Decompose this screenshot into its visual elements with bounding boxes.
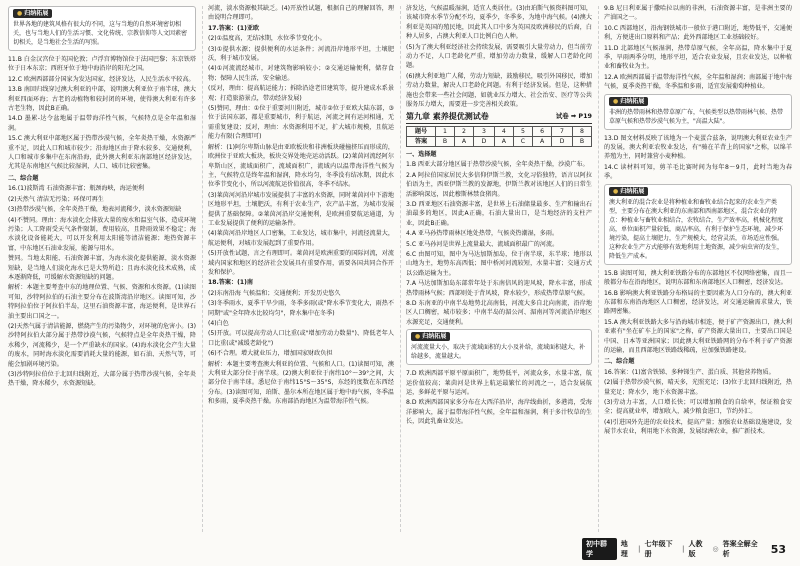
answer-paragraph: 济发达，气候温暖湿润，适宜人类居住。(3)由珀斯气候资料图可知，该城市降水季节分配不均，夏季少，冬季多，为地中海气候。(4)澳大利亚是英国的殖民地，因此其人口中多为英国及欧洲移民的后裔，白种人居多，占澳大利亚人口比例白色人种。 bbox=[406, 5, 592, 41]
column-divider bbox=[202, 6, 203, 532]
answer-paragraph: 11.D 北部地区气候湿润，热带草原气候，全年高温，降水集中于夏季，旱雨两季分明，地形平坦，适合农业发展，且农业发达，以种植业和畜牧业为主。 bbox=[604, 44, 792, 71]
summary-box-2 bbox=[406, 329, 592, 365]
answer-paragraph: (4)不赞同。理由：海水淡化会排放大量的废水和温室气体，造成环境污染；人工降雨受天气条件限制，费用较高，且降雨效果不稳定；海水淡化设备能耗大，可以开发利用太阳能等清洁能源；地热资源丰富，中东地区石油业发展，能源与用水。 bbox=[8, 216, 196, 252]
answer-paragraph: (4)引进国外先进的农业技术，提高产量；加强农业基础设施建设，发展节水农业，利用地下水资源，发展绿洲农业，推广新技术。 bbox=[604, 418, 792, 436]
answer-cell: D bbox=[473, 136, 494, 146]
summary-box-text: 河流流量大小，取决于流域面积的大小及补给，流域面积越大，补给越多，流量越大。 bbox=[411, 344, 586, 361]
question-number-cell: 8 bbox=[572, 126, 591, 136]
answer-paragraph: 11.B 白金汉宫位于英国伦敦；卢浮宫博物馆位于法国巴黎；东京铁塔位于日本东京；西班牙位于地中海沿岸的阳光之国。 bbox=[8, 56, 196, 73]
summary-box-tag: ● 归纳拓展 bbox=[411, 332, 450, 341]
footer-subject: 地理 bbox=[620, 540, 628, 558]
answer-paragraph: 解析：(1)阿尔卑斯山脉是由亚欧板块和非洲板块碰撞挤压而形成的，欧洲位于亚欧大板块，板块交界处地壳运动活跃。(2)莱茵河流经阿尔卑斯山区，流域面积广，流域面积广，流域内以温带海洋性气候为主，气候特点是终年温和湿润，降水均匀，冬季没有结冰期，因此水位季节变化小，所以河流航运价值很高，冬季不结冰。 bbox=[208, 143, 394, 189]
answer-table bbox=[406, 126, 592, 147]
answer-paragraph: 解析：本题主要考查中东的地理位置、气候、资源和水资源。(1)读图可知，沙特阿拉伯的石油主要分布在波斯湾沿岸地区。读图可知，沙特阿拉伯位于阿拉伯半岛，这里石油资源丰富，海运便利，是世界石油主要出口国之一。 bbox=[8, 284, 196, 320]
summary-box-tag: ● 归纳拓展 bbox=[13, 9, 52, 18]
answer-paragraph: 4.A 亚马孙热带雨林区地处热带，气候炎热潮湿，多雨。 bbox=[406, 230, 559, 238]
answer-paragraph: (6)不合理。增大就业压力，增加国家财政负担 bbox=[208, 350, 333, 358]
answer-paragraph: 15.C 澳大利亚中部地区属于热带沙漠气候，全年炎热干燥，水资源严重不足，因此人口和城市较少；沿海地区由于降水较多、交通便利，人口和城市多集中在东南沿海，此外澳大利亚东南部地区经济发达，尤其是东南地区气候比较湿润，人口、城市比较密集。 bbox=[8, 135, 196, 171]
bullet-icon: ● bbox=[613, 97, 619, 105]
brand-logo: 初中群学 bbox=[582, 538, 617, 560]
answer-table-row-answers bbox=[407, 136, 592, 146]
page-number: 53 bbox=[770, 542, 786, 556]
answer-paragraph: (3)①提供水源；提供便利的水运条件；河流沿岸地形平坦，土壤肥沃，利于城市发展。 bbox=[208, 45, 394, 63]
column-4 bbox=[604, 4, 792, 536]
answer-paragraph: 河流，淡水资源极其缺乏。(4)开放性试题，根据自己的理解回答，理由说明合理即可。 bbox=[208, 5, 394, 22]
answer-cell: D bbox=[552, 136, 573, 146]
answer-paragraph: 6.C 由图可知，图中为马达加斯加岛，位于南半球，东半球；地形以山地为主，地势东高西低；图中桥河河流较短，水量丰富；交通方式以公路运输为主。 bbox=[406, 250, 592, 277]
column-divider bbox=[400, 6, 401, 532]
bullet-icon: ● bbox=[613, 187, 619, 195]
bullet-icon: ● bbox=[415, 333, 421, 341]
answer-paragraph: 16.答案：(1)富含铁锑、多种锑生产、蛋白质、其他营养物质。 bbox=[604, 368, 775, 376]
answer-paragraph: (3)莱茵河河沿岸城市发展提供了丰富的水资源，同时莱茵河中下游地区地形平坦，土壤肥沃，有利于农业生产，农产品丰富，为城市发展提供了基础保障。②莱茵河沿岸交通便利，是欧洲重要航运通道，为工业发展提供了便利的运输条件。 bbox=[208, 191, 394, 227]
answer-paragraph: 解析：本题主要考查澳大利亚的位置、气候和人口。(1)读图可知，澳大利亚大部分位于南半球。(2)澳大利亚位于南纬10°～39°之间，大部分位于南半球。悉尼位于南纬15°S～35°S，东经的度数在东西经分布。(3)读图可知，珀斯、墨尔本所在地区属于地中海气候，冬季温和多雨，夏季炎热干燥。东南部沿海地区为温带海洋性气候。 bbox=[208, 360, 394, 406]
test-title: 第九章 素养提优测试卷 bbox=[406, 112, 489, 122]
answer-paragraph: 8.D 东南亚的中南半岛地势北高南低，河流大多自北向南流，沿岸地区人口稠密，城市较多；中南半岛的湄公河、湄南河等河流沿岸地区水源充足，交通便利。 bbox=[406, 299, 592, 326]
answer-paragraph: 12.A 欧洲西部属于温带海洋性气候，全年温和湿润；南部属于地中海气候，夏季炎热干燥，冬季温和多雨，适宜发展葡萄种植业。 bbox=[604, 73, 792, 91]
test-page-ref: 试卷 ➡ P19 bbox=[555, 112, 592, 121]
question-number-cell: 1 bbox=[436, 126, 455, 136]
footer-separator: | bbox=[638, 545, 641, 553]
answer-paragraph: (5)为了澳大利亚经济社会持续发展，需要吸引大量劳动力，但当前劳动力不足，人口老龄化严重，增加劳动力数量，缓解人口老龄化问题。 bbox=[406, 43, 592, 70]
question-number-cell: 3 bbox=[473, 126, 494, 136]
answer-paragraph: (2)东南沿海 气候温和；交通便利；开发历史悠久 bbox=[208, 289, 341, 297]
footer-grade: 七年级下册 bbox=[644, 540, 673, 558]
answer-paragraph: 14.D 墨累-达令盆地属于温带海洋性气候，气候特点是全年温和湿润。 bbox=[8, 115, 196, 132]
answer-paragraph: 10.C 西部地区，沿海钢铁城市一般位于港口附近，地势低平，交通便利，方便进出口原料和产品；此外西部地区工业基础较好。 bbox=[604, 24, 792, 42]
column-3 bbox=[406, 4, 592, 536]
answer-paragraph: 17.答案：(1)亚欧 bbox=[208, 24, 260, 32]
column-divider bbox=[598, 6, 599, 532]
answer-paragraph: (5)开放性试题，言之有理即可。莱茵河是欧洲重要的国际河流，对流域内国家和地区的经济社会发展具有重要作用，需要各国共同合作开发和保护。 bbox=[208, 250, 394, 276]
summary-box-text: 世界各地的建筑风格有很大的不同，这与当地的自然环境密切相关，也与当地人们的生活习惯、文化传统、宗教信仰等人文因素密切相关，是当地社会生活的写照。 bbox=[13, 21, 188, 46]
section-heading: 二、综合题 bbox=[604, 358, 635, 366]
answer-paragraph: (3)沙特阿拉伯位于北回归线附近，大部分属于热带沙漠气候，全年炎热干燥，降水稀少，水资源短缺。 bbox=[8, 371, 196, 388]
page-footer bbox=[582, 542, 786, 556]
answer-paragraph: 16.B 影响澳大利亚铁路分布格局的主要因素为人口分布的，澳大利亚东部和东南沿海地区人口稠密，经济发达，对交通运输需求量大，铁路网密集。 bbox=[604, 289, 792, 316]
answer-cell: C bbox=[513, 136, 532, 146]
column-2 bbox=[208, 4, 394, 536]
summary-box-text: 澳大利亚的混合农业是将种植业和畜牧业结合起来的农业生产类型，主要分布在澳大利亚的东南部和西南部地区，混合农业的特点：种植业与畜牧业相结合，农牧结合，生产效率高，机械化程度高，单位面积产量较低，商品率高，有利于保护生态环境，减少环境污染，提高土壤肥力，生产规模大，经营灵活，市场适应性强。这种农业生产方式能够有效地利用土地资源，减少病虫害的发生，降低生产成本。 bbox=[609, 198, 784, 260]
answer-paragraph: (3)冬季雨水，夏季干旱少雨，冬季多雨(或"降水季节变化大，雨热不同期"或"全年降水比较均匀"，降水集中在冬季) bbox=[208, 300, 394, 317]
section-heading: 二、综合题 bbox=[8, 174, 39, 182]
column-1 bbox=[8, 4, 196, 536]
answer-paragraph: (5)开放。可以提高劳动人口比重(或"增加劳动力数量")、降低老年人口比重(或"减缓老龄化") bbox=[208, 330, 394, 347]
answer-paragraph: (4)①河流流经城市，对建筑物影响较小；②交通运输便利，储存食物；保障人民生活，安全输送。 bbox=[208, 65, 394, 82]
footer-title: 答案全解全析 bbox=[722, 540, 758, 558]
answer-cell: A bbox=[455, 136, 474, 146]
answer-paragraph: 15.A 澳大利亚铁路大多与沿海城市相连，便于矿产资源出口，澳大利亚素有"坐在矿车上的国家"之称，矿产资源大量出口，主要出口国是中国、日本等亚洲国家；因此澳大利亚铁路网的分布不利于矿产资源的运输，而且西部地区铁路线稀疏，应加强铁路建设。 bbox=[604, 318, 792, 354]
summary-box-3 bbox=[604, 94, 792, 130]
answer-paragraph: (3)热带沙漠气候，全年炎热干燥，地表河流稀少，淡水资源短缺 bbox=[8, 206, 182, 214]
test-header bbox=[406, 112, 592, 123]
answer-table-row-numbers bbox=[407, 126, 592, 136]
answer-paragraph: (2)①温度高，无结冰期，水位季节变化小。 bbox=[208, 35, 326, 43]
question-number-cell: 6 bbox=[533, 126, 552, 136]
bullet-icon: ● bbox=[17, 10, 23, 17]
answer-paragraph: 13.D 图文材料反映了该地为一个麦蛋合兹条，说明澳大利亚农业生产的发展，澳大利亚农牧业发达，有"骑在羊背上的国家"之称，以绵羊养殖为主，同时兼营小麦种植。 bbox=[604, 134, 792, 161]
answer-cell: A bbox=[533, 136, 552, 146]
answer-paragraph: (4)白色 bbox=[208, 320, 229, 327]
section-heading: 一、选择题 bbox=[406, 150, 437, 158]
answer-paragraph: 5.C 亚马孙河是世界上流量最大、流域面积最广的河流。 bbox=[406, 240, 559, 248]
answer-paragraph: 7.A 马达加斯加岛东部常年处于东南信风的迎风坡，降水丰富，形成热带雨林气候；西部则处于背风坡，降水较少，形成热带草原气候。 bbox=[406, 280, 592, 297]
answer-paragraph: (5)赞同，理由：①位于重要河川附近，城市②位于亚欧大陆东部，③位于法国东部，都是重要城市，利于航运，河流之间有运河相通，无需重复建设；反对，理由：水资源利用不足，扩大城市规模，且航运能力有限(合理即可) bbox=[208, 105, 394, 141]
answer-paragraph: (2)属于热带沙漠气候，晴天多，光照充足；(3)位于北回归线附近，热量充足；降水少，地下水资源丰富。 bbox=[604, 379, 792, 396]
answer-cell: B bbox=[436, 136, 455, 146]
answer-paragraph: 2.A 阿拉伯国家居民大多信仰伊斯兰教，文化习俗独特，语言以阿拉伯语为主，西亚伊斯兰教的发源地，伊斯兰教对该地区人们的日常生活影响深远，因此穆斯林禁食猪肉。 bbox=[406, 171, 592, 198]
summary-box-tag: ● 归纳拓展 bbox=[609, 97, 648, 106]
answer-paragraph: 1.B 西亚大部分地区属于热带沙漠气候，全年炎热干燥，沙漠广布。 bbox=[406, 161, 589, 169]
answer-paragraph: 14.C 读材料可知，剪羊毛比赛时间为每年8～9月，此时当地为春季。 bbox=[604, 163, 792, 181]
answer-paragraph: (4)莱茵河沿岸地区人口密集，工业发达，城市集中，河流径流量大，航运便利，对城市发展起到了重要作用。 bbox=[208, 230, 394, 247]
answer-paragraph: 赞同。当地太阳能、石油资源丰富，为海水淡化提供能源，淡水资源短缺，是当地人们淡化海水已是大势所趋；且海水淡化技术成熟，成本逐渐降低，可缓解水资源短缺的问题。 bbox=[8, 255, 196, 281]
answer-paragraph: (2)天然气属于清洁能源，燃烧产生的污染物少，对环境的危害小。(3)沙特阿拉伯大部分属于热带沙漠气候，气候特点是全年炎热干燥，降水稀少，河流稀少，是一个严重缺水的国家。(4)海水淡化会产生大量的废水，同时海水淡化需要消耗大量的能源，如石油、天然气等，可能会加剧环境污染。 bbox=[8, 322, 196, 368]
row-label: 题号 bbox=[407, 126, 436, 136]
footer-separator: ◎ bbox=[712, 545, 719, 553]
question-number-cell: 2 bbox=[455, 126, 474, 136]
question-number-cell: 5 bbox=[513, 126, 532, 136]
summary-box-4 bbox=[604, 184, 792, 265]
answer-paragraph: 3.D 西亚地区石油资源丰富，是世界上石油储量最多、生产和输出石油最多的地区，因此A正确，石油大量出口，是当地经济的支柱产业，因此B正确。 bbox=[406, 200, 592, 227]
answer-paragraph: 8.D 欧洲西部国家多分布在大西洋沿岸，海岸线曲折，多港湾，受海洋影响大，属于温带海洋性气候，全年温和湿润，利于多汁牧草的生长，因此乳畜业发达。 bbox=[406, 399, 592, 426]
summary-box-tag: ● 归纳拓展 bbox=[609, 187, 648, 196]
answer-paragraph: 12.C 欧洲西部部分国家为发达国家，经济发达，人民生活水平较高。 bbox=[8, 75, 195, 83]
footer-edition: 人教版 bbox=[688, 540, 703, 558]
answer-paragraph: 9.B 尼日利亚属于撒哈拉以南的非洲，石油资源丰富，是非洲主要的产油国之一。 bbox=[604, 5, 792, 22]
answer-paragraph: 13.B 南回归线穿过澳大利亚的中部，说明澳大利亚位于南半球，澳大利亚四面环海；古老的动植物和较封闭的环境，使得澳大利亚有许多古老生物，因此B正确。 bbox=[8, 86, 196, 113]
answer-paragraph: 15.B 读图可知，澳大利亚铁路分布的东部地区不仅网络密集，而且一般都分布在沿海地区，说明东部和东南部地区人口稠密，经济发达。 bbox=[604, 269, 792, 287]
answer-paragraph: 16.(1)波斯湾 石油资源丰富；瓶颈海峡，海运便利 bbox=[8, 185, 145, 193]
question-number-cell: 7 bbox=[552, 126, 573, 136]
answer-paragraph: (2)天然气 清洁无污染；环保可再生 bbox=[8, 195, 104, 203]
answer-cell: A bbox=[494, 136, 513, 146]
summary-box-1 bbox=[8, 6, 196, 51]
summary-box-text: 非洲的热带雨林和热带草原广布，气候类型以热带雨林气候、热带草原气候和热带沙漠气候为主，"高温大陆"。 bbox=[609, 108, 784, 125]
row-label: 答案 bbox=[407, 136, 436, 146]
question-number-cell: 4 bbox=[494, 126, 513, 136]
answer-cell: B bbox=[572, 136, 591, 146]
answer-paragraph: (3)劳动力丰富，人口增长快；可以增加粮食的自给率，保证粮食安全；提高就业率，增加收入，减少粮食进口，节约外汇。 bbox=[604, 398, 792, 416]
answer-paragraph: (6)澳大利亚地广人稀，劳动力短缺，鼓励移民，吸引外国移民，增加劳动力数量，解决人口老龄化问题。有利于经济发展。但是，这种措施也会带来一些社会问题，如就业压力增大、社会治安、医疗等公共服务压力增大，需要进一步完善相关政策。 bbox=[406, 72, 592, 109]
footer-separator: | bbox=[681, 545, 685, 553]
answer-paragraph: (反对，理由：提高航运能力；拆除沿途老旧建筑等，提升建成水系景观；打造旅游景点，带动经济发展) bbox=[208, 85, 394, 102]
answer-paragraph: 18.答案：(1)南 bbox=[208, 279, 253, 287]
answer-paragraph: 7.D 欧洲西部平原平原面积广，地势低平，河流众多，水量丰富，航运价值较高；莱茵河是世界上航运最繁忙的河流之一，适合发展航运，多鲜花平原与运河。 bbox=[406, 370, 592, 396]
